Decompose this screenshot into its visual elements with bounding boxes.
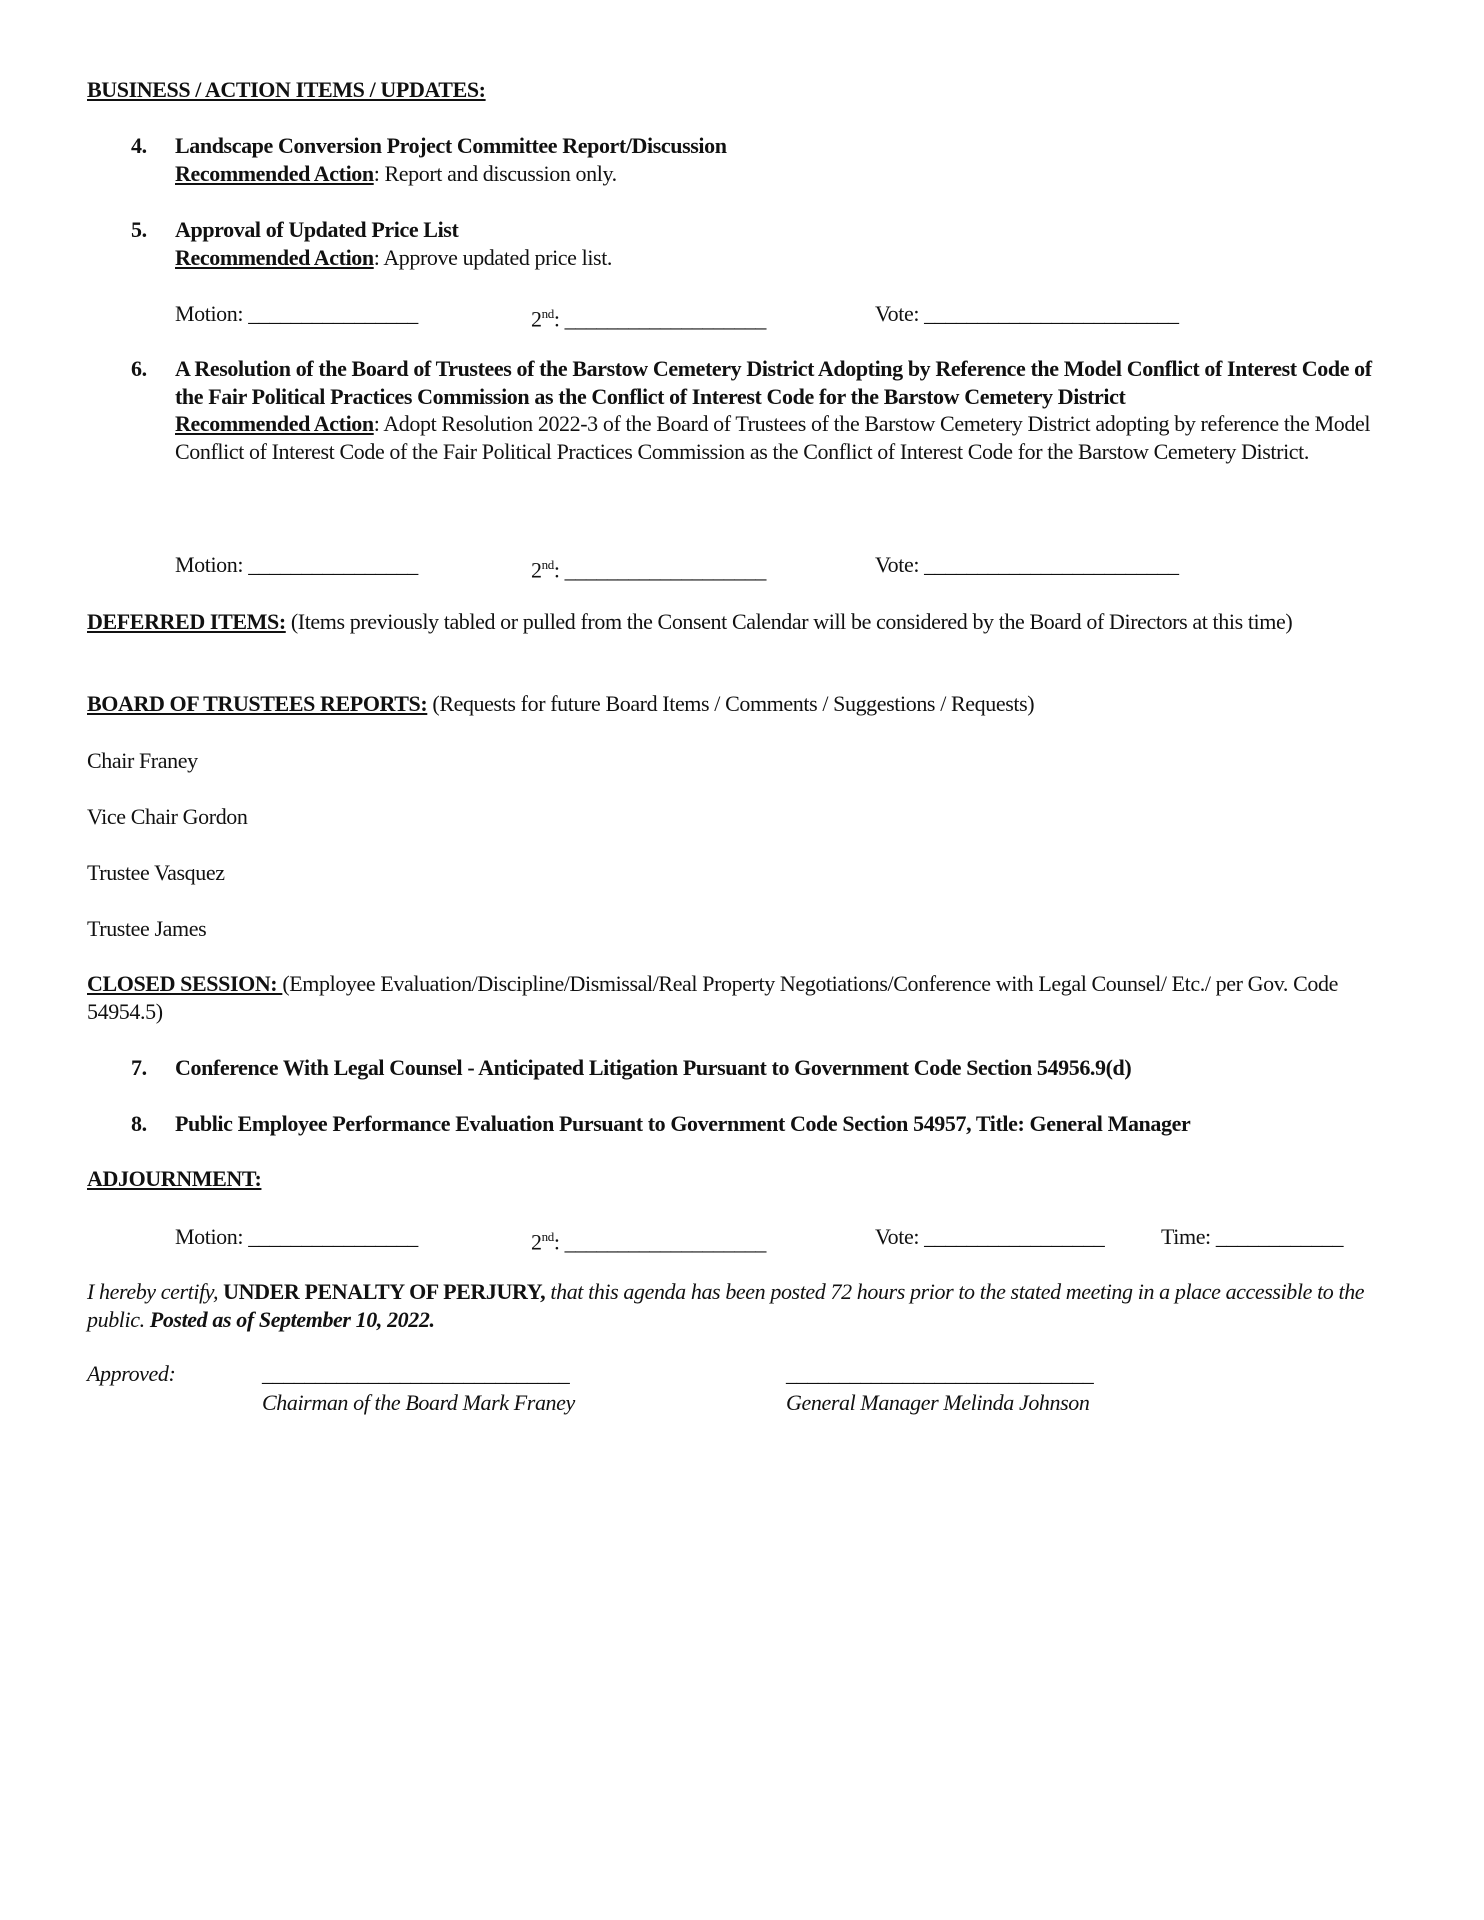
board-reports-text: (Requests for future Board Items / Comments / Suggestions / Requests) <box>427 691 1035 716</box>
item-title: Conference With Legal Counsel - Anticipated Litigation Pursuant to Government Code Section 54956.9(d) <box>175 1055 1132 1080</box>
second-sup: nd <box>541 1229 554 1244</box>
second-field <box>531 300 766 333</box>
closed-session <box>87 970 1407 1025</box>
certify-text-1: I hereby certify, <box>87 1279 224 1304</box>
board-reports-heading: BOARD OF TRUSTEES REPORTS: <box>87 691 428 716</box>
certify-text-2: that this agenda has been posted 72 hours prior to the stated meeting in a place accessible to the public. <box>87 1279 1365 1332</box>
trustee-vasquez: Trustee Vasquez <box>87 860 225 885</box>
item-number: 5. <box>131 217 147 242</box>
posted-date: Posted as of September 10, 2022. <box>149 1306 435 1332</box>
vote-field: Vote: ________________________ <box>875 301 1179 326</box>
closed-session-heading: CLOSED SESSION: <box>87 971 283 996</box>
deferred-text: (Items previously tabled or pulled from the Consent Calendar will be considered by the Board of Directors at this time) <box>285 609 1293 634</box>
second-label: 2 <box>531 306 542 332</box>
item-number: 8. <box>131 1111 147 1136</box>
second-line: : ___________________ <box>553 306 767 332</box>
item-title: Approval of Updated Price List <box>175 217 459 242</box>
second-label: 2 <box>531 557 542 583</box>
motion-field: Motion: ________________ <box>175 1224 418 1249</box>
item-number: 4. <box>131 133 147 158</box>
recommended-action-label: Recommended Action <box>175 160 374 186</box>
signature-line-manager: _____________________________ <box>786 1361 1094 1386</box>
second-line: : ___________________ <box>553 557 767 583</box>
certify-penalty: UNDER PENALTY OF PERJURY, <box>223 1279 546 1304</box>
second-line: : ___________________ <box>553 1229 767 1255</box>
recommended-action-text: : Approve updated price list. <box>373 244 613 270</box>
signature-line-chairman: _____________________________ <box>262 1361 570 1386</box>
item-number: 6. <box>131 356 147 381</box>
item-title: Landscape Conversion Project Committee Report/Discussion <box>175 133 727 158</box>
recommended-action-label: Recommended Action <box>175 244 374 270</box>
trustee-james: Trustee James <box>87 916 207 941</box>
approved-label: Approved: <box>87 1361 176 1386</box>
vote-field: Vote: _________________ <box>875 1224 1105 1249</box>
second-sup: nd <box>541 306 554 321</box>
trustee-chair: Chair Franey <box>87 748 198 773</box>
motion-field: Motion: ________________ <box>175 552 418 577</box>
motion-field: Motion: ________________ <box>175 301 418 326</box>
second-label: 2 <box>531 1229 542 1255</box>
signature-manager: General Manager Melinda Johnson <box>786 1390 1090 1415</box>
second-sup: nd <box>541 557 554 572</box>
approval-block <box>0 1360 1484 1420</box>
closed-session-text: (Employee Evaluation/Discipline/Dismissal/Real Property Negotiations/Conference with Legal Counsel/ Etc./ per Gov. Code 54954.5) <box>87 971 1338 1024</box>
recommended-action-text: : Adopt Resolution 2022-3 of the Board of Trustees of the Barstow Cemetery District adopting by reference the Model Conflict of Interest Code of the Fair Political Practices Commission as the Conflict of Interest Code for the Barstow Cemetery District. <box>175 411 1371 464</box>
trustee-vice-chair: Vice Chair Gordon <box>87 804 248 829</box>
deferred-heading: DEFERRED ITEMS: <box>87 609 286 634</box>
recommended-action-text: : Report and discussion only. <box>373 160 617 186</box>
section-business-heading: BUSINESS / ACTION ITEMS / UPDATES: <box>87 77 486 102</box>
deferred-items <box>87 608 1407 636</box>
adjournment-heading: ADJOURNMENT: <box>87 1166 262 1191</box>
certification <box>87 1278 1387 1333</box>
item-title: Public Employee Performance Evaluation Pursuant to Government Code Section 54957, Title: General Manager <box>175 1111 1191 1136</box>
signature-chairman: Chairman of the Board Mark Franey <box>262 1390 575 1415</box>
vote-field: Vote: ________________________ <box>875 552 1179 577</box>
item-number: 7. <box>131 1055 147 1080</box>
second-field <box>531 1223 766 1256</box>
time-field: Time: ____________ <box>1161 1224 1344 1249</box>
recommended-action-label: Recommended Action <box>175 411 374 436</box>
item-title: A Resolution of the Board of Trustees of the Barstow Cemetery District Adopting by Reference the Model Conflict of Interest Code of the Fair Political Practices Commission as the Conflict of Interest Code for the Barstow Cemetery District <box>175 356 1372 409</box>
second-field <box>531 551 766 584</box>
board-reports <box>87 690 1407 718</box>
